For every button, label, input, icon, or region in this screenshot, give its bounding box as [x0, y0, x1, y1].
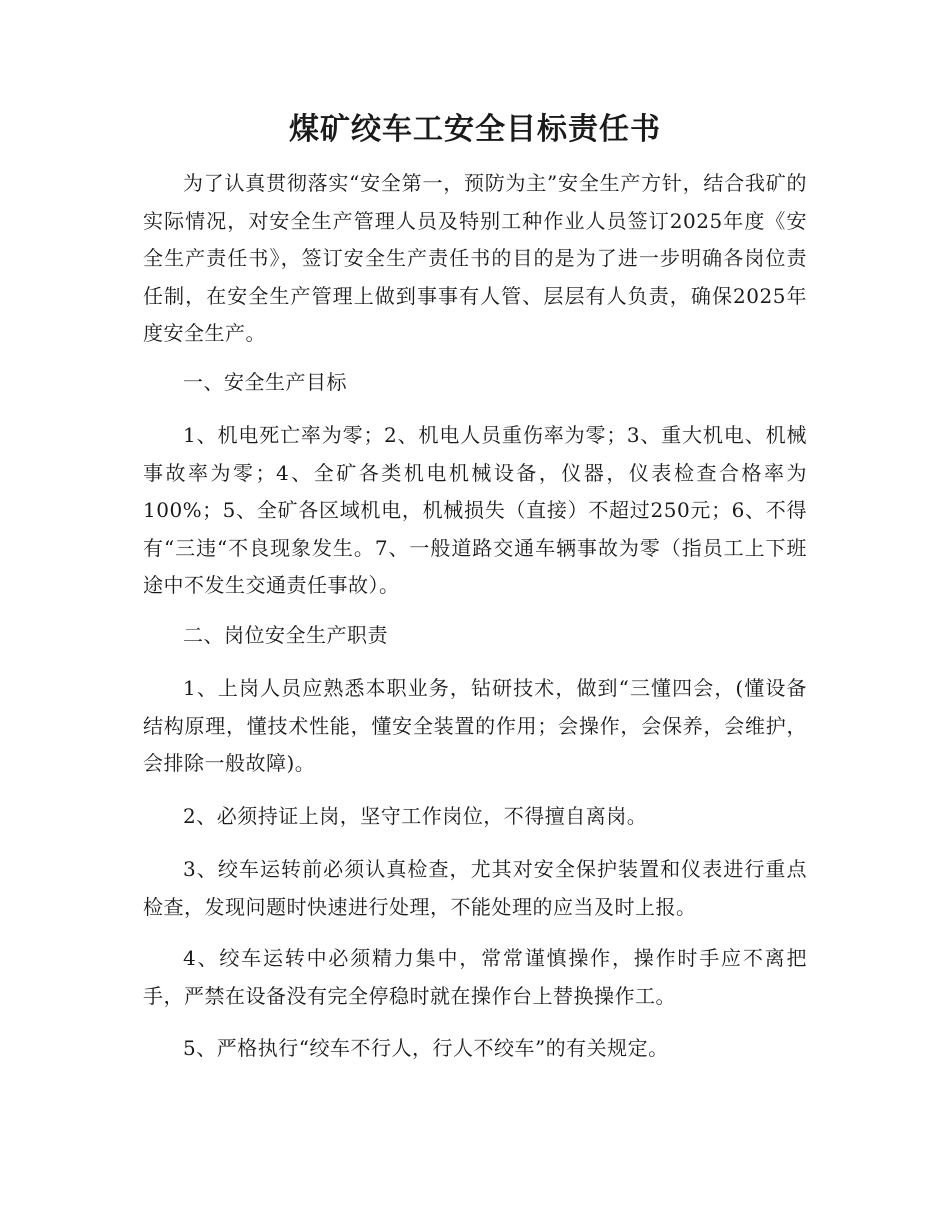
duty-item-4: 4、绞车运转中必须精力集中，常常谨慎操作，操作时手应不离把手，严禁在设备没有完全停稳时就在操作台上替换操作工。 [143, 946, 807, 1008]
duty-item-3: 3、绞车运转前必须认真检查，尤其对安全保护装置和仪表进行重点检查，发现问题时快速进行处理，不能处理的应当及时上报。 [143, 857, 807, 919]
section-heading-duties: 二、岗位安全生产职责 [183, 623, 388, 647]
goals-paragraph: 1、机电死亡率为零；2、机电人员重伤率为零；3、重大机电、机械事故率为零；4、全矿各类机电机械设备，仪器，仪表检查合格率为100%；5、全矿各区域机电，机械损失（直接）不超过250元；6、不得有“三违“不良现象发生。7、一般道路交通车辆事故为零（指员工上下班途中不发生交通责任事故）。 [143, 423, 807, 597]
duty-item-1: 1、上岗人员应熟悉本职业务，钻研技术，做到“三懂四会，(懂设备结构原理，懂技术性能，懂安全装置的作用；会操作，会保养，会维护，会排除一般故障)。 [143, 676, 807, 775]
intro-paragraph: 为了认真贯彻落实“安全第一，预防为主”安全生产方针，结合我矿的实际情况，对安全生产管理人员及特别工种作业人员签订2025年度《安全生产责任书》，签订安全生产责任书的目的是为了进一步明确各岗位责任制，在安全生产管理上做到事事有人管、层层有人负责，确保2025年度安全生产。 [143, 171, 807, 345]
document-title: 煤矿绞车工安全目标责任书 [289, 112, 661, 147]
duty-item-2: 2、必须持证上岗，坚守工作岗位，不得擅自离岗。 [183, 804, 648, 828]
section-heading-goals: 一、安全生产目标 [183, 370, 347, 394]
duty-item-5: 5、严格执行“绞车不行人，行人不绞车”的有关规定。 [183, 1036, 669, 1060]
